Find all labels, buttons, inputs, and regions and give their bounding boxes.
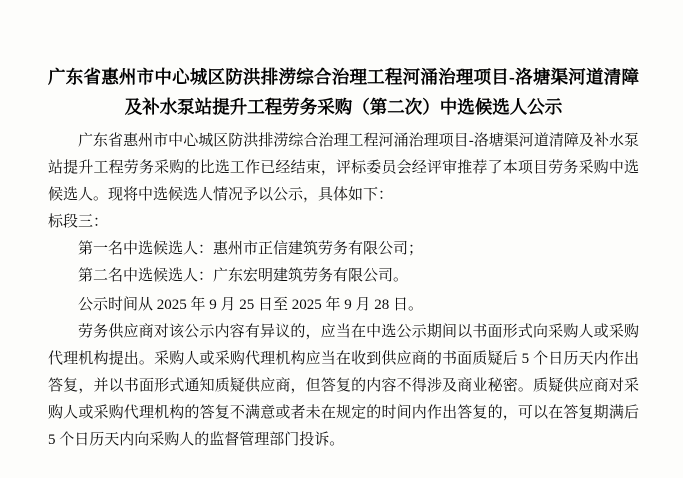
objection-paragraph: 劳务供应商对该公示内容有异议的，应当在中选公示期间以书面形式向采购人或采购代理机构提出。采购人或采购代理机构应当在收到供应商的书面质疑后 5 个日历天内作出答复，并以书面形式通知质疑供应商，但答复的内容不得涉及商业秘密。质疑供应商对采购人或采购代理机构的答复不满意或者未在规定的时间内作出答复的，可以在答复期满后 5 个日历天内向采购人的监督管理部门投诉。 xyxy=(48,324,639,448)
candidate-first: 第一名中选候选人：惠州市正信建筑劳务有限公司； xyxy=(78,241,424,257)
page-title: 广东省惠州市中心城区防洪排涝综合治理工程河涌治理项目-洛塘渠河道清障及补水泵站提升工程劳务采购（第二次）中选候选人公示 xyxy=(48,67,639,117)
notice-period: 公示时间从 2025 年 9 月 25 日至 2025 年 9 月 28 日。 xyxy=(78,297,424,313)
intro-paragraph: 广东省惠州市中心城区防洪排涝综合治理工程河涌治理项目-洛塘渠河道清障及补水泵站提升工程劳务采购的比选工作已经结束，评标委员会经评审推荐了本项目劳务采购中选候选人。现将中选候选人情况予以公示，具体如下： xyxy=(48,133,639,203)
section-label: 标段三： xyxy=(48,214,109,230)
candidate-second: 第二名中选候选人：广东宏明建筑劳务有限公司。 xyxy=(78,268,409,284)
